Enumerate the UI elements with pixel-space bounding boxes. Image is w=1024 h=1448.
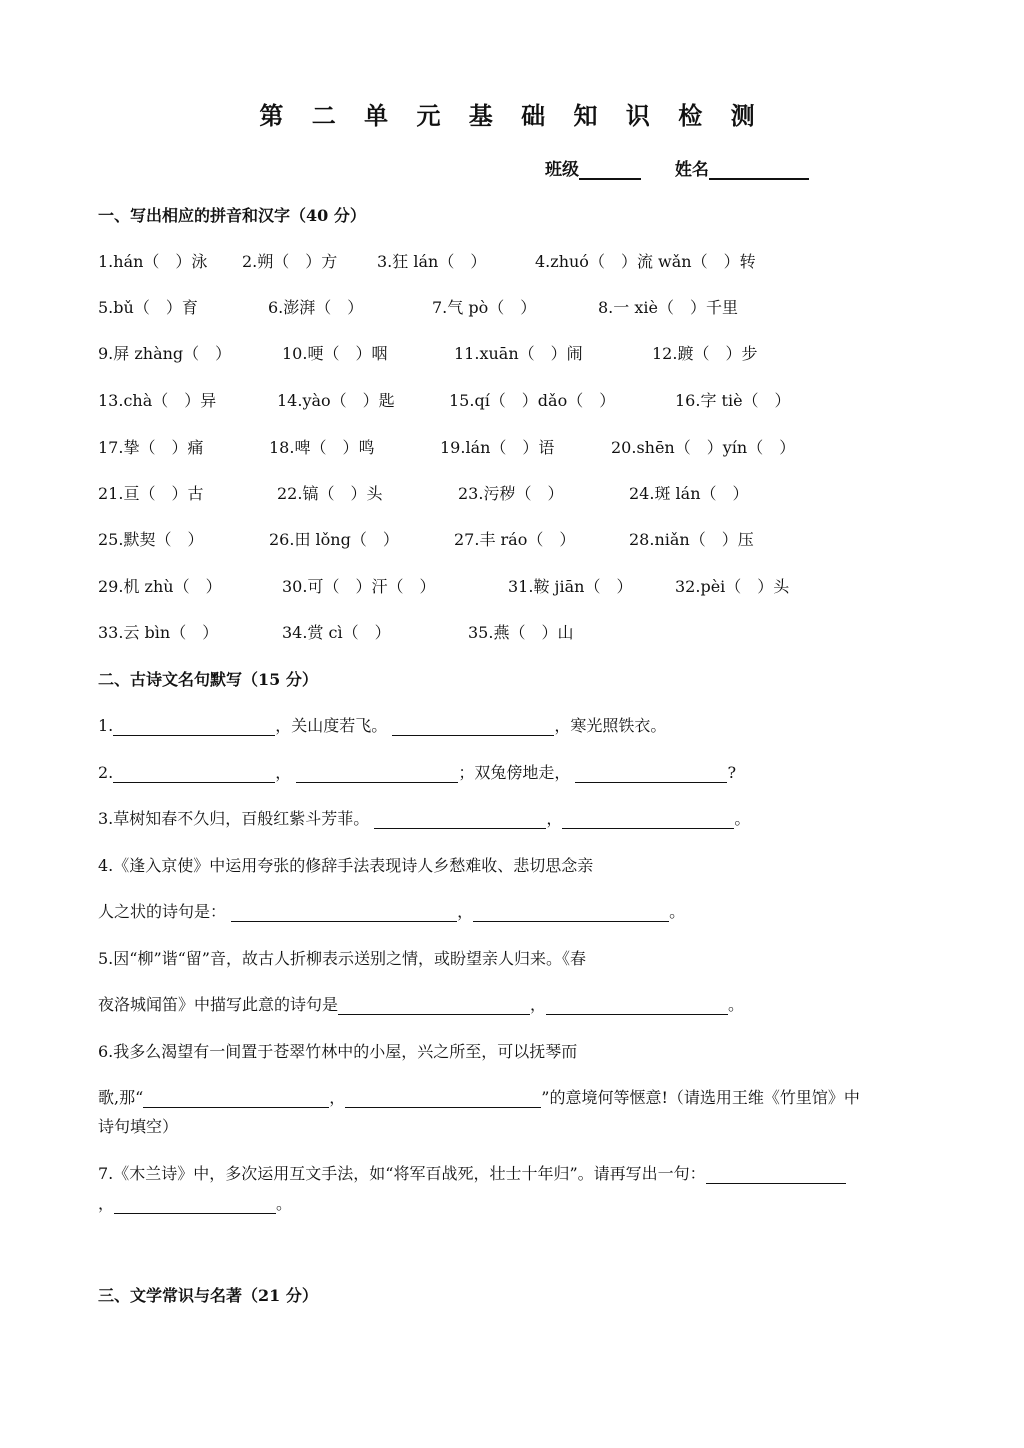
pinyin-item: 30.可（ ）汗（ ） [282, 577, 436, 596]
poem-text: 。 [669, 902, 686, 921]
pinyin-item: 20.shēn（ ）yín（ ） [611, 438, 796, 457]
pinyin-item: 34.赏 cì（ ） [282, 623, 391, 642]
poem-question-7-line-2 [98, 1191, 292, 1214]
poem-question-6-line-1: 6.我多么渴望有一间置于苍翠竹林中的小屋，兴之所至，可以抚琴而 [98, 1042, 578, 1061]
answer-blank[interactable] [113, 717, 275, 736]
poem-text: 歌,那“ [98, 1088, 144, 1107]
answer-blank[interactable] [338, 996, 530, 1015]
student-info [545, 155, 809, 180]
pinyin-item: 12.踱（ ）步 [652, 344, 758, 363]
poem-text: ；双兔傍地走， [458, 763, 571, 782]
pinyin-item: 13.chà（ ）异 [98, 391, 217, 410]
poem-text: ， [98, 1194, 115, 1213]
answer-blank[interactable] [296, 764, 458, 783]
pinyin-item: 31.鞍 jiān（ ） [508, 577, 633, 596]
poem-text: ， [457, 902, 474, 921]
pinyin-item: 14.yào（ ）匙 [277, 391, 395, 410]
pinyin-item: 33.云 bìn（ ） [98, 623, 219, 642]
poem-text: ? [727, 763, 737, 782]
poem-text: 7.《木兰诗》中，多次运用互文手法，如“将军百战死，壮士十年归”。请再写出一句： [98, 1164, 706, 1183]
pinyin-item: 23.污秽（ ） [458, 484, 564, 503]
question-number: 1. [98, 716, 114, 735]
pinyin-item: 32.pèi（ ）头 [675, 577, 790, 596]
poem-question-4-line-2 [98, 899, 685, 922]
answer-blank[interactable] [143, 1089, 329, 1108]
answer-blank[interactable] [706, 1165, 846, 1184]
section-3-heading: 三、文学常识与名著（21 分） [98, 1286, 318, 1305]
answer-blank[interactable] [473, 903, 669, 922]
question-number: 2. [98, 763, 114, 782]
name-blank[interactable] [709, 160, 809, 180]
poem-question-6-line-3: 诗句填空） [98, 1117, 179, 1136]
poem-text: ， [546, 809, 563, 828]
pinyin-item: 7.气 pò（ ） [432, 298, 537, 317]
poem-text: 。 [734, 809, 751, 828]
pinyin-item: 16.字 tiè（ ） [675, 391, 791, 410]
pinyin-item: 27.丰 ráo（ ） [454, 530, 576, 549]
section-1-heading: 一、写出相应的拼音和汉字（40 分） [98, 206, 366, 225]
poem-question-5-line-1: 5.因“柳”谐“留”音，故古人折柳表示送别之情，或盼望亲人归来。《春 [98, 949, 586, 968]
pinyin-item: 22.镐（ ）头 [277, 484, 383, 503]
poem-text: 。 [728, 995, 745, 1014]
answer-blank[interactable] [113, 764, 275, 783]
poem-question-6-line-2 [98, 1085, 860, 1108]
answer-blank[interactable] [562, 810, 734, 829]
answer-blank[interactable] [546, 996, 728, 1015]
pinyin-item: 4.zhuó（ ）流 wǎn（ ）转 [535, 252, 756, 271]
poem-text: ， [329, 1088, 346, 1107]
name-label: 姓名 [674, 160, 709, 180]
pinyin-item: 6.澎湃（ ） [268, 298, 364, 317]
pinyin-item: 3.狂 lán（ ） [377, 252, 487, 271]
answer-blank[interactable] [575, 764, 727, 783]
pinyin-item: 1.hán（ ）泳 [98, 252, 208, 271]
pinyin-item: 2.朔（ ）方 [242, 252, 338, 271]
pinyin-item: 10.哽（ ）咽 [282, 344, 388, 363]
poem-question-5-line-2 [98, 992, 744, 1015]
pinyin-item: 15.qí（ ）dǎo（ ） [449, 391, 616, 410]
poem-text: 人之状的诗句是： [98, 902, 227, 921]
pinyin-item: 26.田 lǒng（ ） [269, 530, 399, 549]
poem-text: 3.草树知春不久归，百般红紫斗芳菲。 [98, 809, 370, 828]
answer-blank[interactable] [392, 717, 554, 736]
poem-question-1 [98, 713, 666, 736]
poem-text: ，寒光照铁衣。 [554, 716, 667, 735]
poem-text: ， [530, 995, 547, 1014]
answer-blank[interactable] [231, 903, 457, 922]
pinyin-item: 8.一 xiè（ ）千里 [598, 298, 738, 317]
answer-blank[interactable] [114, 1195, 276, 1214]
pinyin-item: 21.亘（ ）古 [98, 484, 204, 503]
pinyin-item: 5.bǔ（ ）育 [98, 298, 198, 317]
poem-question-4-line-1: 4.《逢入京使》中运用夸张的修辞手法表现诗人乡愁难收、悲切思念亲 [98, 856, 594, 875]
poem-question-3 [98, 806, 750, 829]
poem-question-2 [98, 760, 736, 783]
pinyin-item: 25.默契（ ） [98, 530, 204, 549]
pinyin-item: 18.啤（ ）鸣 [269, 438, 375, 457]
poem-text: 。 [276, 1194, 293, 1213]
pinyin-item: 19.lán（ ）语 [440, 438, 555, 457]
poem-text: ，关山度若飞。 [275, 716, 388, 735]
class-blank[interactable] [579, 160, 641, 180]
answer-blank[interactable] [374, 810, 546, 829]
pinyin-item: 11.xuān（ ）闹 [454, 344, 583, 363]
poem-question-7-line-1 [98, 1161, 846, 1184]
pinyin-item: 35.燕（ ）山 [468, 623, 574, 642]
section-2-heading: 二、古诗文名句默写（15 分） [98, 670, 318, 689]
pinyin-item: 28.niǎn（ ）压 [629, 530, 754, 549]
pinyin-item: 9.屏 zhàng（ ） [98, 344, 232, 363]
class-label: 班级 [545, 160, 579, 180]
page-title: 第 二 单 元 基 础 知 识 检 测 [259, 101, 765, 130]
pinyin-item: 17.挚（ ）痛 [98, 438, 204, 457]
answer-blank[interactable] [345, 1089, 541, 1108]
poem-text: 夜洛城闻笛》中描写此意的诗句是 [98, 995, 339, 1014]
poem-text: ， [275, 763, 292, 782]
pinyin-item: 29.机 zhù（ ） [98, 577, 222, 596]
poem-text: ”的意境何等惬意!（请选用王维《竹里馆》中 [541, 1088, 860, 1107]
pinyin-item: 24.斑 lán（ ） [629, 484, 749, 503]
